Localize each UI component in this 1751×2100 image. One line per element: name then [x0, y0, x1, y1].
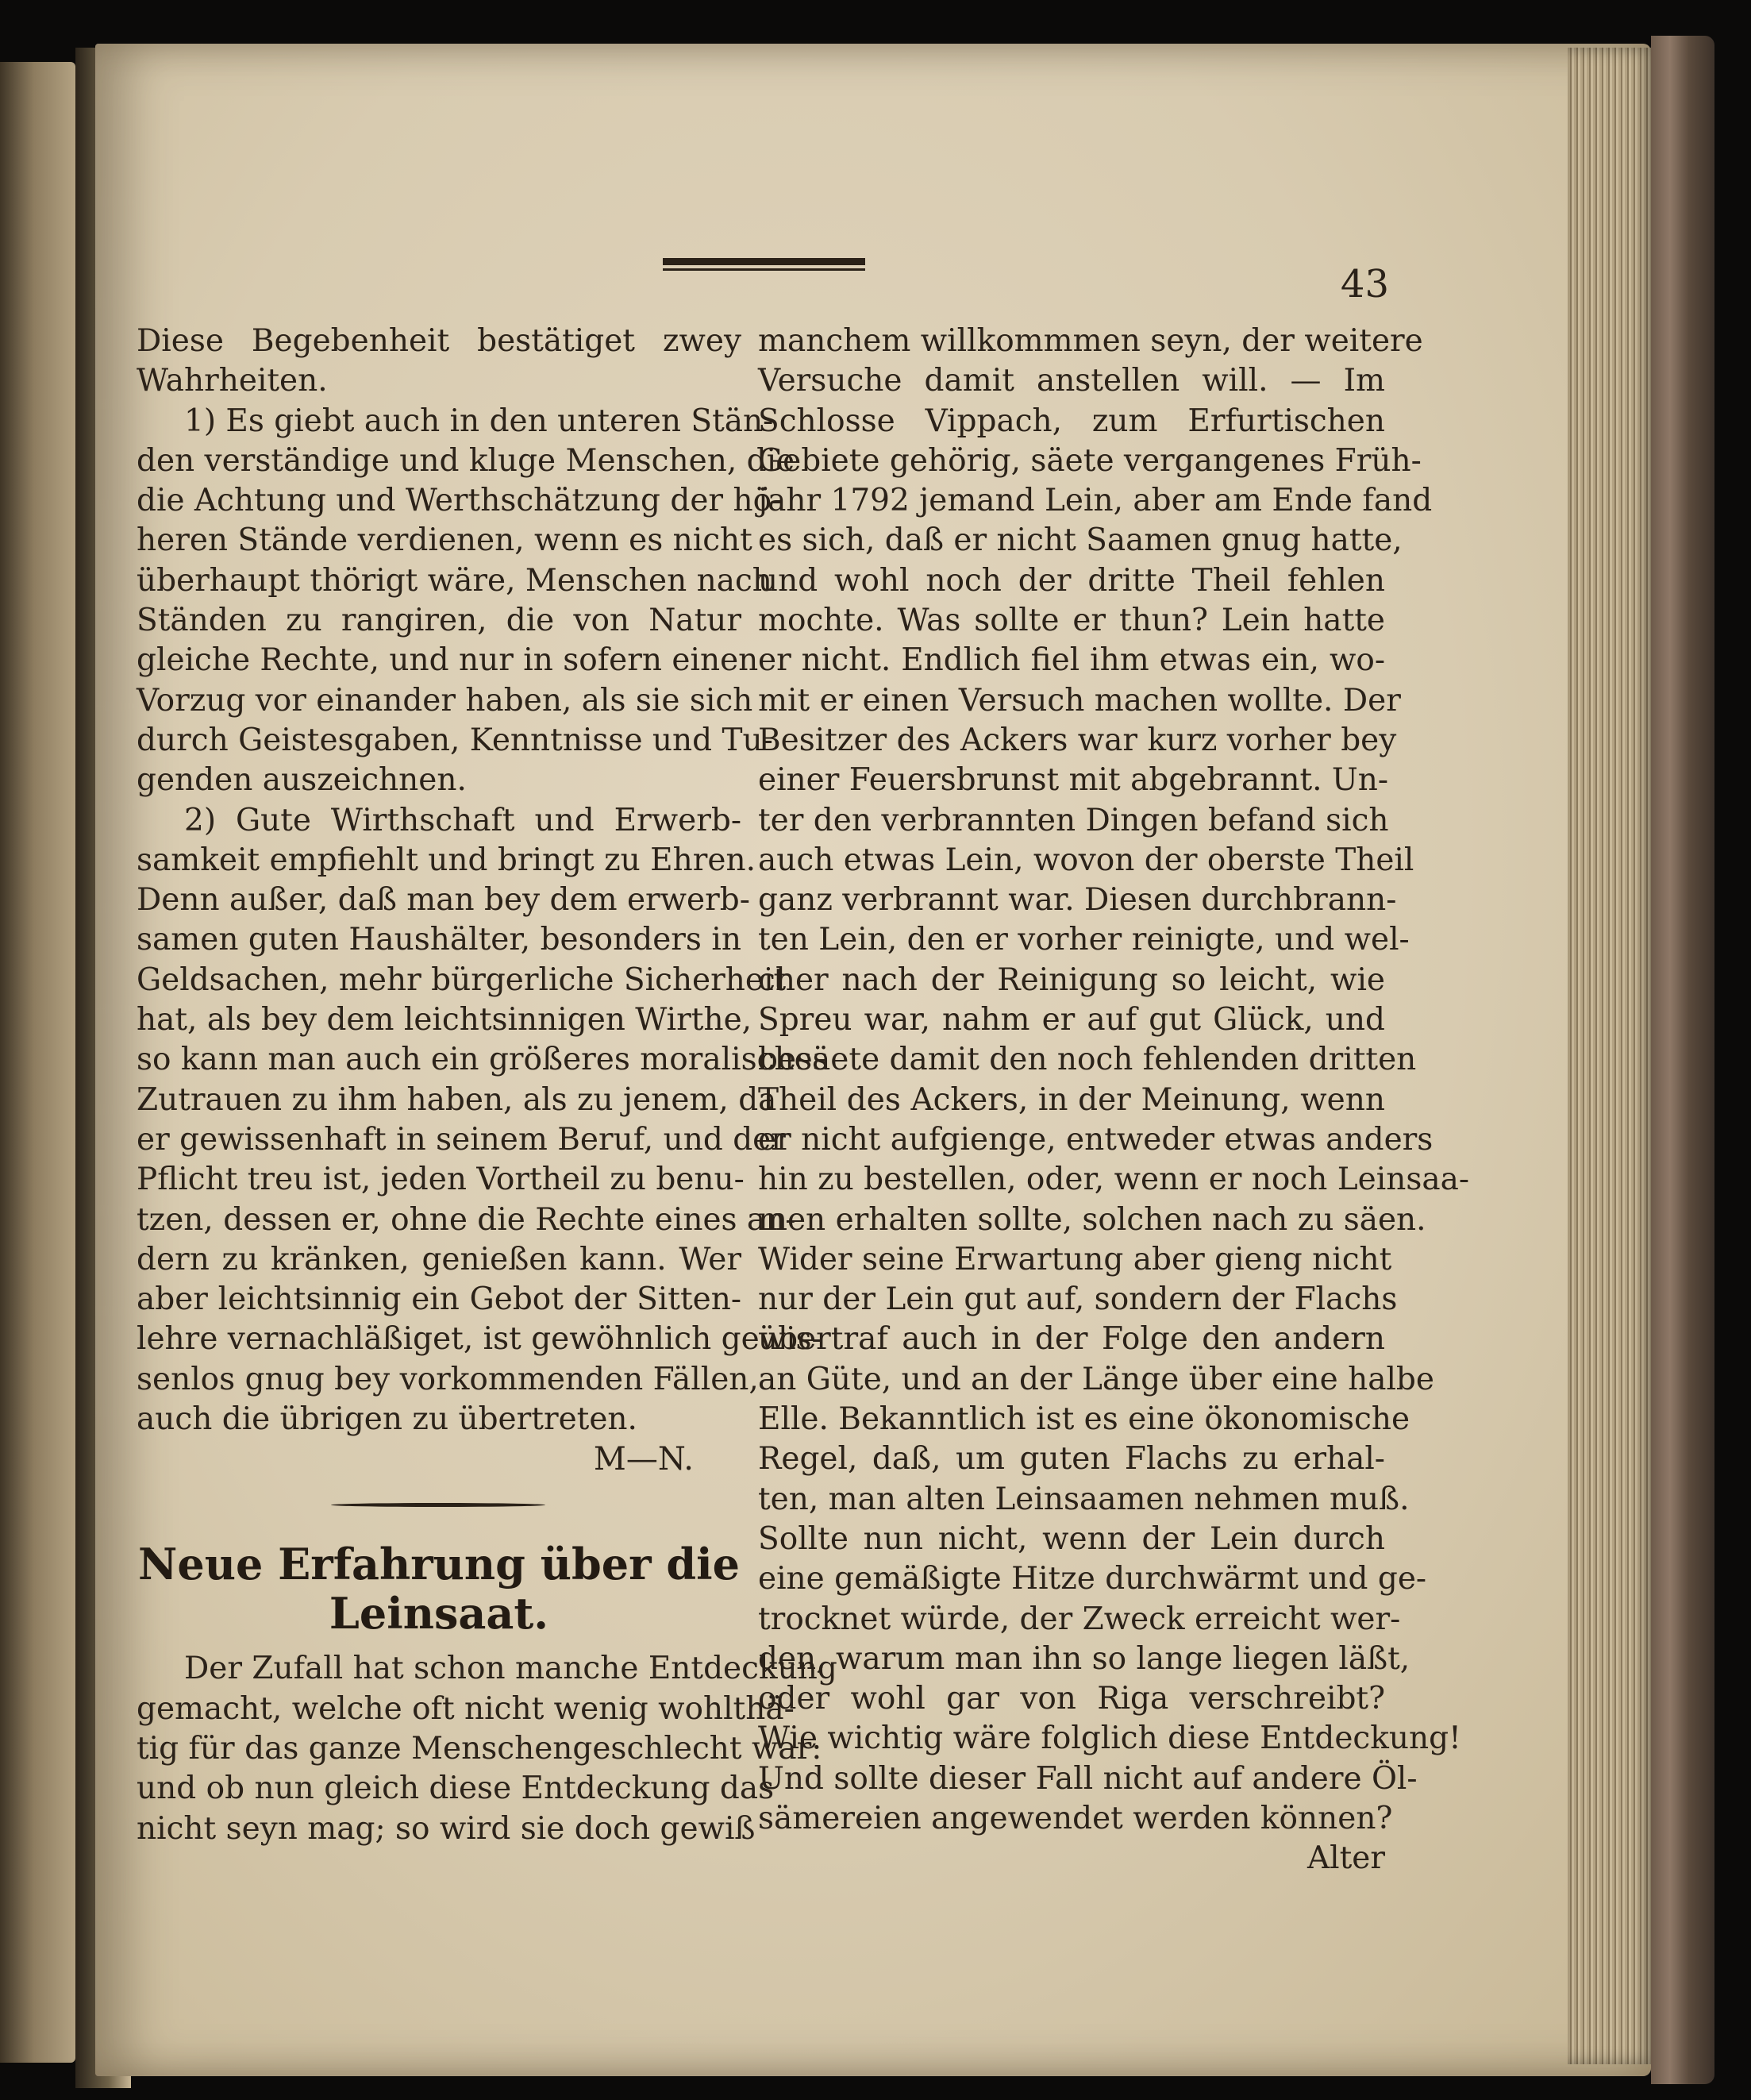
- text-line: den, warum man ihn so lange liegen läßt,: [758, 1640, 1410, 1677]
- page-stack-edges: [1568, 48, 1655, 2064]
- text-line: Gebiete gehörig, säete vergangenes Früh-: [758, 442, 1422, 479]
- text-line: hat, als bey dem leichtsinnigen Wirthe,: [137, 1002, 752, 1038]
- page-number: 43: [1340, 262, 1389, 306]
- text-line: manchem willkommmen seyn, der weitere: [758, 323, 1423, 359]
- text-line: senlos gnug bey vorkommenden Fällen,: [137, 1361, 759, 1397]
- text-line: Wie wichtig wäre folglich diese Entdeckung!: [758, 1720, 1461, 1757]
- text-line: Wider seine Erwartung aber gieng nicht: [758, 1241, 1392, 1277]
- catchword: Alter: [1307, 1840, 1385, 1877]
- text-line: 2) Gute Wirthschaft und Erwerb-: [184, 802, 741, 838]
- text-line: nicht seyn mag; so wird sie doch gewiß: [137, 1810, 756, 1847]
- text-line: mit er einen Versuch machen wollte. Der: [758, 682, 1401, 719]
- text-line: jahr 1792 jemand Lein, aber am Ende fand: [758, 483, 1433, 519]
- text-line: Denn außer, daß man bey dem erwerb-: [137, 882, 750, 919]
- heading-line: Neue Erfahrung über die: [137, 1539, 740, 1590]
- text-line: Regel, daß, um guten Flachs zu erhal-: [758, 1441, 1385, 1478]
- text-line: 1) Es giebt auch in den unteren Stän-: [184, 403, 774, 439]
- text-line: lehre vernachläßiget, ist gewöhnlich gewis-: [137, 1321, 822, 1358]
- text-line: samen guten Haushälter, besonders in: [137, 922, 741, 958]
- text-line: heren Stände verdienen, wenn es nicht: [137, 522, 752, 559]
- text-line: Zutrauen zu ihm haben, als zu jenem, da: [137, 1081, 777, 1118]
- text-line: so kann man auch ein größeres moralisches: [137, 1042, 829, 1078]
- text-line: Diese Begebenheit bestätiget zwey: [137, 323, 741, 359]
- text-line: und ob nun gleich diese Entdeckung das: [137, 1771, 775, 1807]
- right-column: [758, 322, 1470, 1879]
- text-line: er gewissenhaft in seinem Beruf, und der: [137, 1121, 786, 1158]
- author-signature: M—N.: [593, 1441, 694, 1478]
- text-line: Versuche damit anstellen will. — Im: [758, 363, 1385, 399]
- text-line: ter den verbrannten Dingen befand sich: [758, 802, 1389, 838]
- text-line: überhaupt thörigt wäre, Menschen nach: [137, 562, 772, 599]
- text-line: tzen, dessen er, ohne die Rechte eines an-: [137, 1201, 796, 1238]
- text-line: durch Geistesgaben, Kenntnisse und Tu-: [137, 722, 773, 758]
- text-line: Und sollte dieser Fall nicht auf andere Öl-: [758, 1760, 1418, 1797]
- text-line: er nicht aufgienge, entweder etwas anders: [758, 1121, 1434, 1158]
- text-line: es sich, daß er nicht Saamen gnug hatte,: [758, 522, 1403, 559]
- text-line: eine gemäßigte Hitze durchwärmt und ge-: [758, 1561, 1427, 1597]
- text-line: oder wohl gar von Riga verschreibt?: [758, 1681, 1385, 1717]
- text-line: auch die übrigen zu übertreten.: [137, 1401, 637, 1438]
- text-line: Schlosse Vippach, zum Erfurtischen: [758, 403, 1385, 439]
- text-line: gemacht, welche oft nicht wenig wohlthä-: [137, 1690, 795, 1727]
- text-line: auch etwas Lein, wovon der oberste Theil: [758, 842, 1414, 878]
- text-line: sämereien angewendet werden können?: [758, 1800, 1393, 1836]
- text-line: dern zu kränken, genießen kann. Wer: [137, 1241, 741, 1277]
- text-line: tig für das ganze Menschengeschlecht war:: [137, 1730, 822, 1767]
- left-page-edge: [0, 62, 75, 2063]
- text-line: Geldsachen, mehr bürgerliche Sicherheit: [137, 961, 787, 998]
- text-line: die Achtung und Werthschätzung der hö-: [137, 483, 783, 519]
- text-line: cher nach der Reinigung so leicht, wie: [758, 961, 1385, 998]
- text-line: Vorzug vor einander haben, als sie sich: [137, 682, 753, 719]
- section-heading: [137, 1533, 741, 1649]
- text-line: einer Feuersbrunst mit abgebrannt. Un-: [758, 762, 1389, 799]
- section-rule: [137, 1485, 741, 1533]
- text-line: Wahrheiten.: [137, 363, 328, 399]
- text-line: mochte. Was sollte er thun? Lein hatte: [758, 603, 1385, 639]
- book-cover-edge: [1651, 36, 1714, 2084]
- text-line: übertraf auch in der Folge den andern: [758, 1321, 1385, 1358]
- text-line: Ständen zu rangiren, die von Natur: [137, 603, 741, 639]
- text-line: hin zu bestellen, oder, wenn er noch Leinsaa-: [758, 1162, 1470, 1198]
- heading-line: Leinsaat.: [329, 1588, 549, 1640]
- text-line: Theil des Ackers, in der Meinung, wenn: [758, 1081, 1385, 1118]
- text-line: besäete damit den noch fehlenden dritten: [758, 1042, 1417, 1078]
- text-line: ten, man alten Leinsaamen nehmen muß.: [758, 1481, 1410, 1517]
- text-line: aber leichtsinnig ein Gebot der Sitten-: [137, 1281, 741, 1318]
- text-line: Der Zufall hat schon manche Entdeckung: [184, 1651, 837, 1687]
- text-line: samkeit empfiehlt und bringt zu Ehren.: [137, 842, 756, 878]
- text-line: den verständige und kluge Menschen, die: [137, 442, 795, 479]
- text-line: genden auszeichnen.: [137, 762, 467, 799]
- text-line: und wohl noch der dritte Theil fehlen: [758, 562, 1385, 599]
- text-line: Pflicht treu ist, jeden Vortheil zu benu-: [137, 1162, 745, 1198]
- text-line: er nicht. Endlich fiel ihm etwas ein, wo-: [758, 642, 1385, 679]
- left-column: [137, 322, 837, 1849]
- text-line: ganz verbrannt war. Diesen durchbrann-: [758, 882, 1397, 919]
- text-line: Spreu war, nahm er auf gut Glück, und: [758, 1002, 1385, 1038]
- text-line: ten Lein, den er vorher reinigte, und wel-: [758, 922, 1410, 958]
- header-rule: [663, 258, 865, 274]
- text-line: Besitzer des Ackers war kurz vorher bey: [758, 722, 1397, 758]
- text-line: nur der Lein gut auf, sondern der Flachs: [758, 1281, 1398, 1318]
- text-line: Elle. Bekanntlich ist es eine ökonomische: [758, 1401, 1410, 1438]
- text-line: an Güte, und an der Länge über eine halbe: [758, 1361, 1434, 1397]
- text-line: gleiche Rechte, und nur in sofern einen: [137, 642, 759, 679]
- text-line: trocknet würde, der Zweck erreicht wer-: [758, 1601, 1401, 1637]
- text-line: Sollte nun nicht, wenn der Lein durch: [758, 1520, 1385, 1557]
- text-line: men erhalten sollte, solchen nach zu säen.: [758, 1201, 1426, 1238]
